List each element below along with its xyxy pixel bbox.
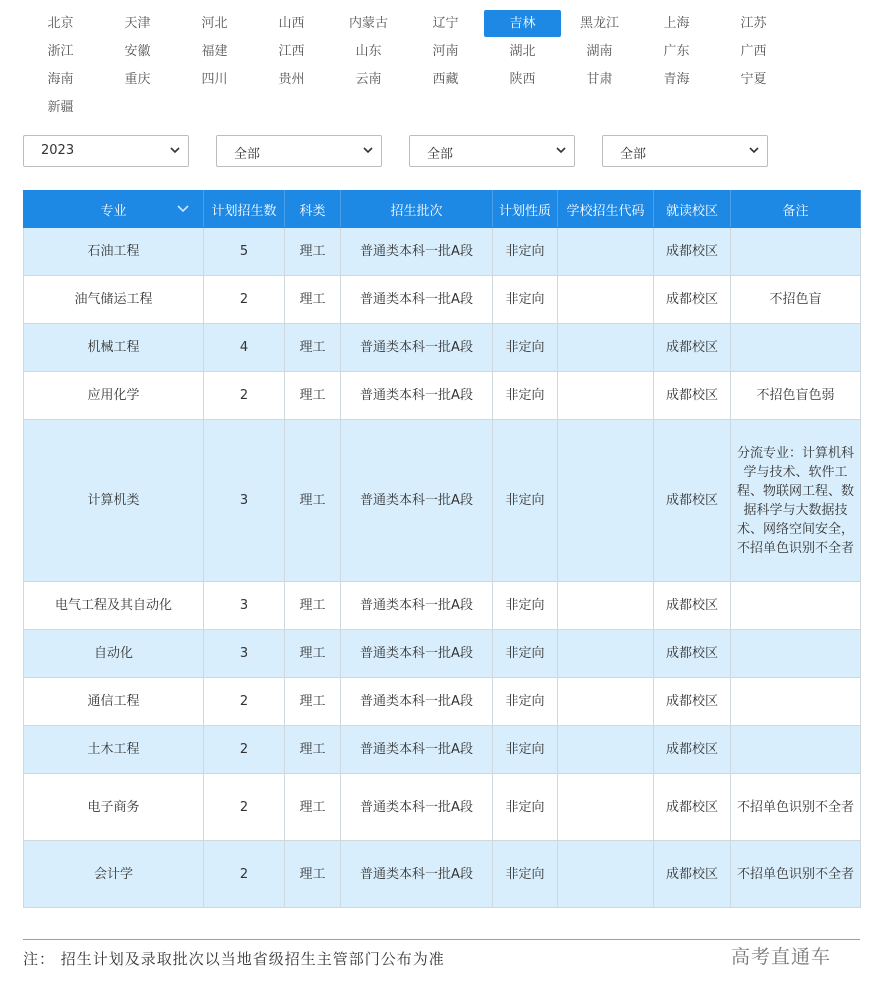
province-tab[interactable]: 内蒙古 bbox=[348, 16, 388, 31]
enrollment-plan-table bbox=[23, 190, 861, 908]
column-header-plan-type: 计划性质 bbox=[493, 191, 558, 228]
column-header-batch: 招生批次 bbox=[341, 191, 493, 228]
province-tab[interactable]: 湖北 bbox=[509, 44, 536, 59]
cell-quota: 2 bbox=[204, 276, 285, 324]
cell-major: 电气工程及其自动化 bbox=[24, 582, 204, 630]
province-tab[interactable]: 海南 bbox=[47, 72, 74, 87]
cell-campus: 成都校区 bbox=[654, 372, 731, 420]
watermark: 高考直通车 bbox=[731, 946, 832, 968]
cell-school-code bbox=[558, 228, 654, 276]
province-tab[interactable]: 陕西 bbox=[509, 72, 536, 87]
chevron-down-icon bbox=[556, 145, 566, 155]
cell-subject: 理工 bbox=[285, 630, 341, 678]
cell-quota: 2 bbox=[204, 726, 285, 774]
cell-major: 自动化 bbox=[24, 630, 204, 678]
cell-campus: 成都校区 bbox=[654, 420, 731, 582]
column-header-subject: 科类 bbox=[285, 191, 341, 228]
cell-batch: 普通类本科一批A段 bbox=[341, 372, 493, 420]
province-row bbox=[22, 94, 812, 122]
cell-remarks bbox=[731, 678, 861, 726]
cell-quota: 3 bbox=[204, 420, 285, 582]
cell-subject: 理工 bbox=[285, 774, 341, 841]
cell-batch: 普通类本科一批A段 bbox=[341, 228, 493, 276]
cell-campus: 成都校区 bbox=[654, 276, 731, 324]
cell-remarks: 不招色盲 bbox=[731, 276, 861, 324]
cell-major: 机械工程 bbox=[24, 324, 204, 372]
chevron-down-icon[interactable] bbox=[177, 204, 189, 214]
cell-major: 应用化学 bbox=[24, 372, 204, 420]
province-tab[interactable]: 贵州 bbox=[278, 72, 305, 87]
cell-quota: 2 bbox=[204, 678, 285, 726]
cell-plan-type: 非定向 bbox=[493, 841, 558, 908]
cell-campus: 成都校区 bbox=[654, 678, 731, 726]
cell-major: 会计学 bbox=[24, 841, 204, 908]
province-tab[interactable]: 吉林 bbox=[484, 10, 561, 37]
province-tab[interactable]: 安徽 bbox=[124, 44, 151, 59]
cell-batch: 普通类本科一批A段 bbox=[341, 774, 493, 841]
cell-batch: 普通类本科一批A段 bbox=[341, 582, 493, 630]
cell-campus: 成都校区 bbox=[654, 774, 731, 841]
cell-major: 通信工程 bbox=[24, 678, 204, 726]
province-tab[interactable]: 青海 bbox=[663, 72, 690, 87]
cell-campus: 成都校区 bbox=[654, 726, 731, 774]
cell-plan-type: 非定向 bbox=[493, 372, 558, 420]
cell-quota: 2 bbox=[204, 372, 285, 420]
cell-batch: 普通类本科一批A段 bbox=[341, 276, 493, 324]
cell-quota: 3 bbox=[204, 582, 285, 630]
cell-batch: 普通类本科一批A段 bbox=[341, 841, 493, 908]
cell-school-code bbox=[558, 726, 654, 774]
cell-plan-type: 非定向 bbox=[493, 774, 558, 841]
cell-remarks: 不招色盲色弱 bbox=[731, 372, 861, 420]
cell-remarks bbox=[731, 228, 861, 276]
cell-school-code bbox=[558, 420, 654, 582]
table-header-row bbox=[24, 191, 861, 228]
campus-select[interactable] bbox=[602, 135, 768, 167]
province-row bbox=[22, 38, 812, 66]
column-header-remarks: 备注 bbox=[731, 191, 861, 228]
cell-batch: 普通类本科一批A段 bbox=[341, 678, 493, 726]
cell-major: 电子商务 bbox=[24, 774, 204, 841]
table-row bbox=[24, 678, 861, 726]
batch-select-value: 全部 bbox=[427, 147, 454, 162]
cell-campus: 成都校区 bbox=[654, 228, 731, 276]
cell-school-code bbox=[558, 324, 654, 372]
cell-subject: 理工 bbox=[285, 228, 341, 276]
cell-subject: 理工 bbox=[285, 841, 341, 908]
table-row bbox=[24, 276, 861, 324]
cell-subject: 理工 bbox=[285, 420, 341, 582]
cell-plan-type: 非定向 bbox=[493, 630, 558, 678]
table-row bbox=[24, 841, 861, 908]
table-row bbox=[24, 630, 861, 678]
cell-quota: 2 bbox=[204, 841, 285, 908]
province-row bbox=[22, 66, 812, 94]
province-tab[interactable]: 辽宁 bbox=[432, 16, 459, 31]
province-row bbox=[22, 10, 812, 38]
chevron-down-icon bbox=[749, 145, 759, 155]
cell-remarks bbox=[731, 630, 861, 678]
province-tab[interactable]: 西藏 bbox=[432, 72, 459, 87]
province-tab[interactable]: 浙江 bbox=[47, 44, 74, 59]
cell-batch: 普通类本科一批A段 bbox=[341, 420, 493, 582]
column-header-school-code: 学校招生代码 bbox=[558, 191, 654, 228]
table-row bbox=[24, 774, 861, 841]
batch-select[interactable] bbox=[409, 135, 575, 167]
table-row bbox=[24, 372, 861, 420]
province-selector bbox=[22, 10, 812, 122]
cell-plan-type: 非定向 bbox=[493, 228, 558, 276]
cell-batch: 普通类本科一批A段 bbox=[341, 726, 493, 774]
year-select-value: 2023 bbox=[41, 143, 75, 158]
table-row bbox=[24, 420, 861, 582]
cell-subject: 理工 bbox=[285, 372, 341, 420]
cell-campus: 成都校区 bbox=[654, 630, 731, 678]
province-tab[interactable]: 新疆 bbox=[47, 100, 74, 115]
cell-school-code bbox=[558, 630, 654, 678]
cell-school-code bbox=[558, 276, 654, 324]
province-tab[interactable]: 上海 bbox=[663, 16, 690, 31]
cell-quota: 4 bbox=[204, 324, 285, 372]
chevron-down-icon bbox=[363, 145, 373, 155]
province-tab[interactable]: 宁夏 bbox=[740, 72, 767, 87]
cell-major: 油气储运工程 bbox=[24, 276, 204, 324]
province-tab[interactable]: 河南 bbox=[432, 44, 459, 59]
cell-plan-type: 非定向 bbox=[493, 678, 558, 726]
divider bbox=[23, 939, 860, 940]
cell-plan-type: 非定向 bbox=[493, 420, 558, 582]
cell-remarks: 不招单色识别不全者 bbox=[731, 841, 861, 908]
table-body bbox=[24, 228, 861, 908]
cell-quota: 2 bbox=[204, 774, 285, 841]
cell-remarks bbox=[731, 582, 861, 630]
province-tab[interactable]: 广东 bbox=[663, 44, 690, 59]
table-row bbox=[24, 726, 861, 774]
cell-campus: 成都校区 bbox=[654, 324, 731, 372]
cell-remarks: 分流专业：计算机科学与技术、软件工程、物联网工程、数据科学与大数据技术、网络空间安全，不招单色识别不全者 bbox=[731, 420, 861, 582]
cell-school-code bbox=[558, 841, 654, 908]
cell-subject: 理工 bbox=[285, 726, 341, 774]
province-tab[interactable]: 江西 bbox=[278, 44, 305, 59]
footnote: 注： 招生计划及录取批次以当地省级招生主管部门公布为准 bbox=[23, 950, 445, 968]
cell-school-code bbox=[558, 774, 654, 841]
province-tab[interactable]: 重庆 bbox=[124, 72, 151, 87]
cell-plan-type: 非定向 bbox=[493, 324, 558, 372]
column-header-major[interactable] bbox=[24, 191, 204, 228]
cell-remarks bbox=[731, 324, 861, 372]
cell-remarks: 不招单色识别不全者 bbox=[731, 774, 861, 841]
cell-campus: 成都校区 bbox=[654, 841, 731, 908]
column-header-campus: 就读校区 bbox=[654, 191, 731, 228]
table-row bbox=[24, 324, 861, 372]
cell-subject: 理工 bbox=[285, 582, 341, 630]
province-tab[interactable]: 山东 bbox=[355, 44, 382, 59]
filter-bar bbox=[23, 135, 795, 167]
province-tab[interactable]: 天津 bbox=[124, 16, 151, 31]
province-tab[interactable]: 黑龙江 bbox=[579, 16, 619, 31]
province-tab[interactable]: 河北 bbox=[201, 16, 228, 31]
cell-school-code bbox=[558, 372, 654, 420]
cell-plan-type: 非定向 bbox=[493, 276, 558, 324]
cell-subject: 理工 bbox=[285, 276, 341, 324]
cell-quota: 5 bbox=[204, 228, 285, 276]
province-tab[interactable]: 广西 bbox=[740, 44, 767, 59]
cell-plan-type: 非定向 bbox=[493, 726, 558, 774]
cell-plan-type: 非定向 bbox=[493, 582, 558, 630]
cell-subject: 理工 bbox=[285, 324, 341, 372]
province-tab[interactable]: 福建 bbox=[201, 44, 228, 59]
column-header-quota: 计划招生数 bbox=[204, 191, 285, 228]
cell-campus: 成都校区 bbox=[654, 582, 731, 630]
province-tab[interactable]: 湖南 bbox=[586, 44, 613, 59]
province-tab[interactable]: 四川 bbox=[201, 72, 228, 87]
cell-batch: 普通类本科一批A段 bbox=[341, 324, 493, 372]
table-row bbox=[24, 582, 861, 630]
province-tab[interactable]: 甘肃 bbox=[586, 72, 613, 87]
table-row bbox=[24, 228, 861, 276]
cell-batch: 普通类本科一批A段 bbox=[341, 630, 493, 678]
category-select-value: 全部 bbox=[234, 147, 261, 162]
cell-quota: 3 bbox=[204, 630, 285, 678]
cell-subject: 理工 bbox=[285, 678, 341, 726]
cell-major: 土木工程 bbox=[24, 726, 204, 774]
province-tab[interactable]: 北京 bbox=[47, 16, 74, 31]
category-select[interactable] bbox=[216, 135, 382, 167]
cell-school-code bbox=[558, 582, 654, 630]
column-header-label: 专业 bbox=[100, 203, 127, 219]
chevron-down-icon bbox=[170, 145, 180, 155]
cell-remarks bbox=[731, 726, 861, 774]
cell-school-code bbox=[558, 678, 654, 726]
province-tab[interactable]: 江苏 bbox=[740, 16, 767, 31]
campus-select-value: 全部 bbox=[620, 147, 647, 162]
cell-major: 计算机类 bbox=[24, 420, 204, 582]
year-select[interactable] bbox=[23, 135, 189, 167]
cell-major: 石油工程 bbox=[24, 228, 204, 276]
province-tab[interactable]: 山西 bbox=[278, 16, 305, 31]
province-tab[interactable]: 云南 bbox=[355, 72, 382, 87]
